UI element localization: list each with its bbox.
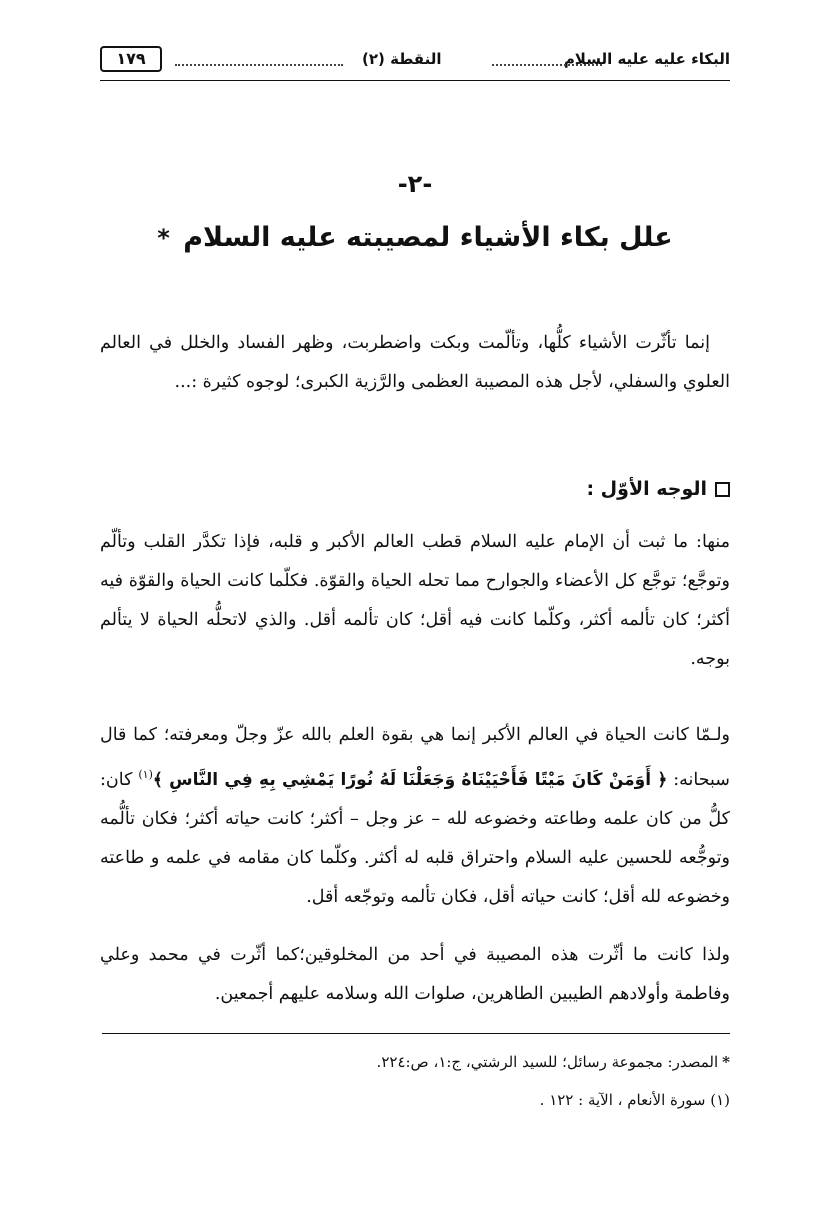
header-rule bbox=[100, 80, 730, 81]
footnote-source-text: المصدر: مجموعة رسائل؛ للسيد الرشتي، ج:١، ص:٢٢٤. bbox=[376, 1053, 719, 1071]
intro-paragraph bbox=[100, 324, 730, 402]
running-header bbox=[100, 44, 730, 80]
square-bullet-icon bbox=[715, 482, 730, 497]
paragraph bbox=[100, 716, 730, 917]
paragraph-text: ولـمّا كانت الحياة في العالم الأكبر إنما هي بقوة العلم بالله عزّ وجلّ ومعرفته؛ كما قال سبحانه: bbox=[100, 725, 730, 790]
section-title-text: علل بكاء الأشياء لمصيبته عليه السلام bbox=[183, 222, 673, 253]
footnote-star: * bbox=[722, 1053, 730, 1071]
subheading-text: الوجه الأوّل : bbox=[586, 478, 707, 500]
header-dot-leader bbox=[175, 56, 343, 66]
section-number: -٢- bbox=[397, 170, 433, 198]
footnote-star-marker: * bbox=[157, 224, 170, 252]
paragraph-text: كان: كلُّ من كان علمه وطاعته وخضوعه لله – عز وجل – أكثر؛ كانت حياته أكثر؛ فكان تألُّمه وتوجُّعه للحسين عليه السلام واحتراق قلبه له أكثر. وكلّما كان مقامه في علمه و طاعته وخضوعه لله أقل؛ كانت حياته أقل، فكان تألمه وتوجّعه أقل. bbox=[100, 769, 730, 907]
chapter-label: النقطة (٢) bbox=[362, 50, 442, 68]
running-title: البكاء عليه عليه السلام bbox=[563, 50, 730, 68]
page-number: ١٧٩ bbox=[100, 46, 162, 72]
footnote-1: (١) سورة الأنعام ، الآية : ١٢٢ . bbox=[539, 1091, 730, 1109]
subheading bbox=[100, 478, 730, 500]
intro-text: إنما تأثّرت الأشياء كلُّها، وتألّمت وبكت واضطربت، وظهر الفساد والخلل في العالم العلوي والسفلي، لأجل هذه المصيبة العظمى والرَّزية الكبرى؛ لوجوه كثيرة :... bbox=[100, 333, 730, 392]
footnote-source bbox=[100, 1050, 730, 1074]
paragraph-text: منها: ما ثبت أن الإمام عليه السلام قطب العالم الأكبر و قلبه، فإذا تكدَّر القلب وتألّم وتوجَّع؛ توجَّع كل الأعضاء والجوارح مما تحله الحياة والقوّة. فكلّما كانت الحياة والقوّة فيه أكثر؛ كان تألمه أكثر، وكلّما كانت فيه أقل؛ كان تألمه أقل. والذي لاتحلُّه الحياة لا يتألم بوجه. bbox=[100, 532, 730, 669]
header-dot-leader bbox=[492, 56, 602, 66]
paragraph bbox=[100, 523, 730, 679]
footnote-reference: (١) bbox=[138, 768, 153, 781]
paragraph-text: ولذا كانت ما أثّرت هذه المصيبة في أحد من المخلوقين؛كما أثّرت في محمد وعلي وفاطمة وأولادهم الطيبين الطاهرين، صلوات الله وسلامه عليهم أجمعين. bbox=[100, 945, 730, 1004]
quran-verse: ﴿ أَوَمَنْ كَانَ مَيْتًا فَأَحْيَيْنَاهُ وَجَعَلْنَا لَهُ نُورًا يَمْشِي بِهِ فِي النَّاسِ ﴾ bbox=[152, 769, 668, 790]
footnote-rule bbox=[102, 1033, 730, 1034]
section-title bbox=[0, 222, 830, 253]
paragraph bbox=[100, 936, 730, 1014]
